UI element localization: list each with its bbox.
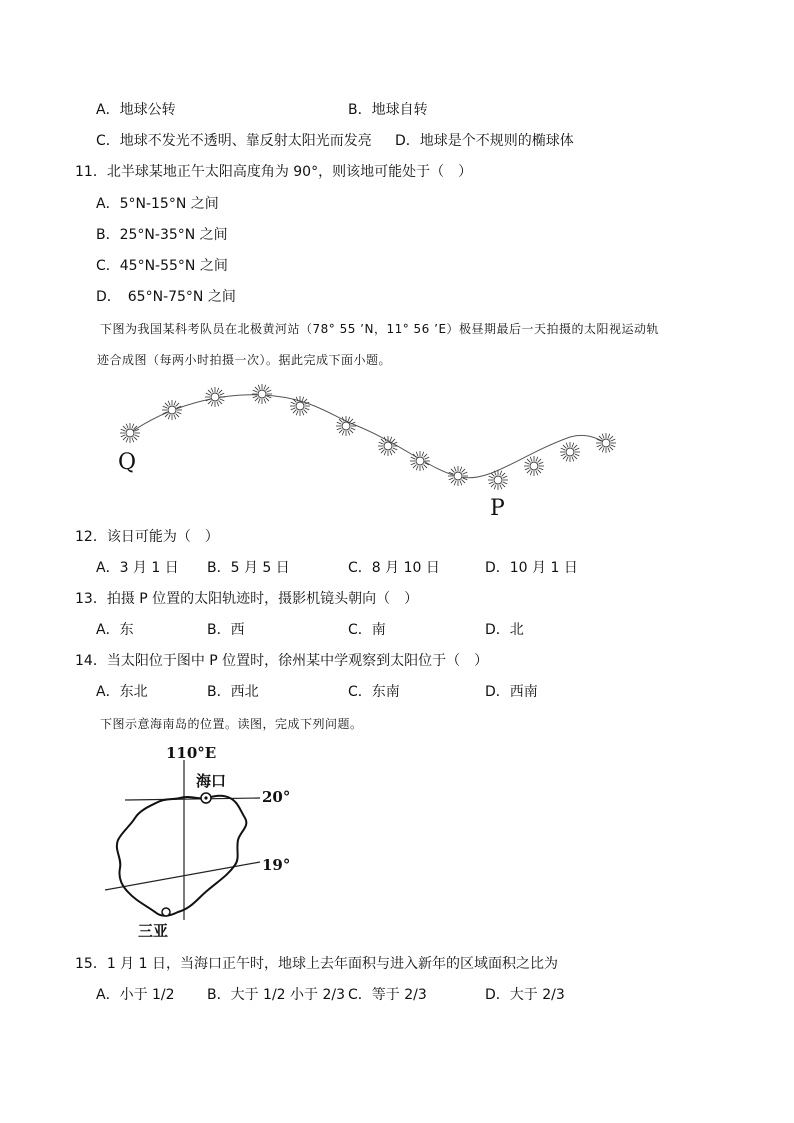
q14-option-c: C．东南 <box>348 684 400 700</box>
q14-option-a: A．东北 <box>96 684 148 700</box>
q15-option-d: D．大于 2/3 <box>485 987 565 1003</box>
sun-icon <box>290 396 310 416</box>
q10-option-a: A．地球公转 <box>96 102 176 118</box>
q10-option-c: C．地球不发光不透明、靠反射太阳光而发亮 <box>96 133 372 149</box>
latitude-19-line <box>105 862 260 890</box>
q15-option-b: B．大于 1/2 小于 2/3 <box>207 987 346 1003</box>
q13-stem: 13．拍摄 P 位置的太阳轨迹时，摄影机镜头朝向（ ） <box>75 591 419 607</box>
q11-option-a: A．5°N-15°N 之间 <box>96 196 219 212</box>
q11-stem: 11．北半球某地正午太阳高度角为 90°，则该地可能处于（ ） <box>75 164 473 180</box>
q12-option-d: D．10 月 1 日 <box>485 560 578 576</box>
intro1-line2: 迹合成图（每两小时拍摄一次）。据此完成下面小题。 <box>97 353 392 367</box>
haikou-label: 海口 <box>196 772 227 790</box>
sun-trajectory-figure <box>100 375 630 525</box>
q10-option-b: B．地球自转 <box>348 102 428 118</box>
sun-icon <box>205 387 225 407</box>
sun-markers <box>120 384 616 490</box>
sun-icon <box>524 456 544 476</box>
q13-option-d: D．北 <box>485 622 524 638</box>
q15-option-a: A．小于 1/2 <box>96 987 175 1003</box>
label-p: P <box>490 496 505 521</box>
q13-option-c: C．南 <box>348 622 386 638</box>
sun-icon <box>596 433 616 453</box>
hainan-map-figure <box>100 740 310 945</box>
q11-option-c: C．45°N-55°N 之间 <box>96 258 228 274</box>
longitude-label: 110°E <box>166 744 217 762</box>
q14-option-b: B．西北 <box>207 684 259 700</box>
sun-icon <box>560 442 580 462</box>
sun-icon <box>252 384 272 404</box>
sun-icon <box>448 466 468 486</box>
q14-option-d: D．西南 <box>485 684 538 700</box>
hainan-island-outline <box>117 796 247 916</box>
q12-option-c: C．8 月 10 日 <box>348 560 440 576</box>
q13-option-a: A．东 <box>96 622 134 638</box>
intro1-line1: 下图为我国某科考队员在北极黄河站（78° 55 ’N，11° 56 ’E）极昼期最后一天拍摄的太阳视运动轨 <box>100 322 660 336</box>
sanya-label: 三亚 <box>138 922 169 940</box>
sun-icon <box>336 416 356 436</box>
q12-option-a: A．3 月 1 日 <box>96 560 179 576</box>
q11-option-d: D． 65°N-75°N 之间 <box>96 289 236 305</box>
latitude-19-label: 19° <box>262 856 291 874</box>
intro2-line1: 下图示意海南岛的位置。读图，完成下列问题。 <box>100 717 363 731</box>
q13-option-b: B．西 <box>207 622 245 638</box>
q11-option-b: B．25°N-35°N 之间 <box>96 227 228 243</box>
q15-stem: 15．1 月 1 日，当海口正午时，地球上去年面积与进入新年的区域面积之比为 <box>75 956 558 972</box>
q14-stem: 14．当太阳位于图中 P 位置时，徐州某中学观察到太阳位于（ ） <box>75 653 489 669</box>
sanya-marker <box>162 908 170 916</box>
sun-icon <box>410 451 430 471</box>
sun-icon <box>378 436 398 456</box>
q10-option-d: D．地球是个不规则的椭球体 <box>395 133 574 149</box>
q12-option-b: B．5 月 5 日 <box>207 560 290 576</box>
label-q: Q <box>118 450 137 475</box>
q12-stem: 12．该日可能为（ ） <box>75 529 219 545</box>
sun-icon <box>162 400 182 420</box>
sun-icon <box>488 470 508 490</box>
q15-option-c: C．等于 2/3 <box>348 987 427 1003</box>
sun-icon <box>120 423 140 443</box>
latitude-20-label: 20° <box>262 788 291 806</box>
